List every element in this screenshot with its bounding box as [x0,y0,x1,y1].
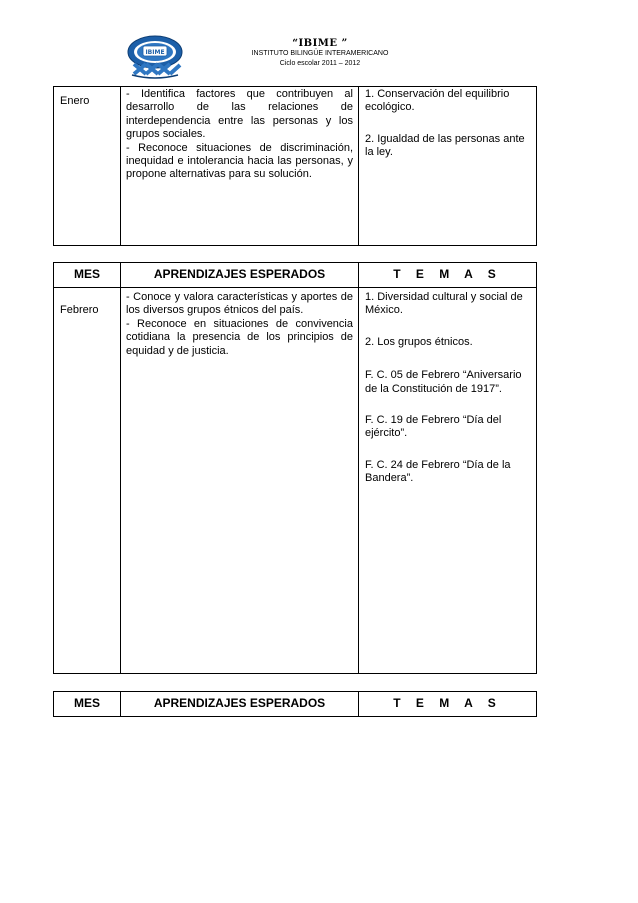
header-mes: MES [54,692,121,717]
learning-item: - Reconoce situaciones de discriminación, inequidad e intolerancia hacia las personas, y propone alternativas para su solución. [126,141,353,181]
month-cell [54,87,121,246]
logo-text: IBIME [145,49,165,56]
topic-item: 1. Conservación del equilibrio ecológico. [365,88,510,114]
next-month-table [53,691,537,717]
institute-name: INSTITUTO BILINGÜE INTERAMERICANO [251,50,389,57]
january-table [53,86,537,246]
table-header-row [54,263,537,288]
learning-item: - Identifica factores que contribuyen al desarrollo de las relaciones de interdependencia entre las personas y los grupos sociales. [126,88,353,141]
month-cell [54,288,121,674]
learning-item: - Reconoce en situaciones de convivencia cotidiana la presencia de los principios de equidad y de justicia. [126,317,353,357]
table-row [54,87,537,246]
school-logo [126,34,184,82]
table-header-row [54,692,537,717]
learning-cell [121,87,359,246]
topic-item: F. C. 05 de Febrero “Aniversario de la Constitución de 1917”. [365,369,522,395]
topics-cell [359,87,537,246]
school-name: “IBIME ” [292,38,348,49]
header-temas: T E M A S [359,692,537,717]
header-aprendizajes: APRENDIZAJES ESPERADOS [121,692,359,717]
topic-item: F. C. 24 de Febrero “Día de la Bandera”. [365,458,511,485]
header-temas: T E M A S [359,263,537,288]
topic-item: F. C. 19 de Febrero “Día del ejército”. [365,414,502,440]
topic-item: 2. Los grupos étnicos. [365,335,473,348]
header-aprendizajes: APRENDIZAJES ESPERADOS [121,263,359,288]
month-label: Febrero [60,304,99,316]
topics-cell [359,288,537,674]
topic-item: 2. Igualdad de las personas ante la ley. [365,132,525,159]
topic-item: 1. Diversidad cultural y social de México. [365,291,523,317]
learning-item: - Conoce y valora características y aportes de los diversos grupos étnicos del país. [126,291,353,317]
school-cycle: Ciclo escolar 2011 – 2012 [279,60,361,67]
february-table [53,262,537,674]
page-header [0,0,638,86]
learning-cell [121,288,359,674]
table-row [54,288,537,674]
month-label: Enero [60,95,90,107]
header-mes: MES [54,263,121,288]
